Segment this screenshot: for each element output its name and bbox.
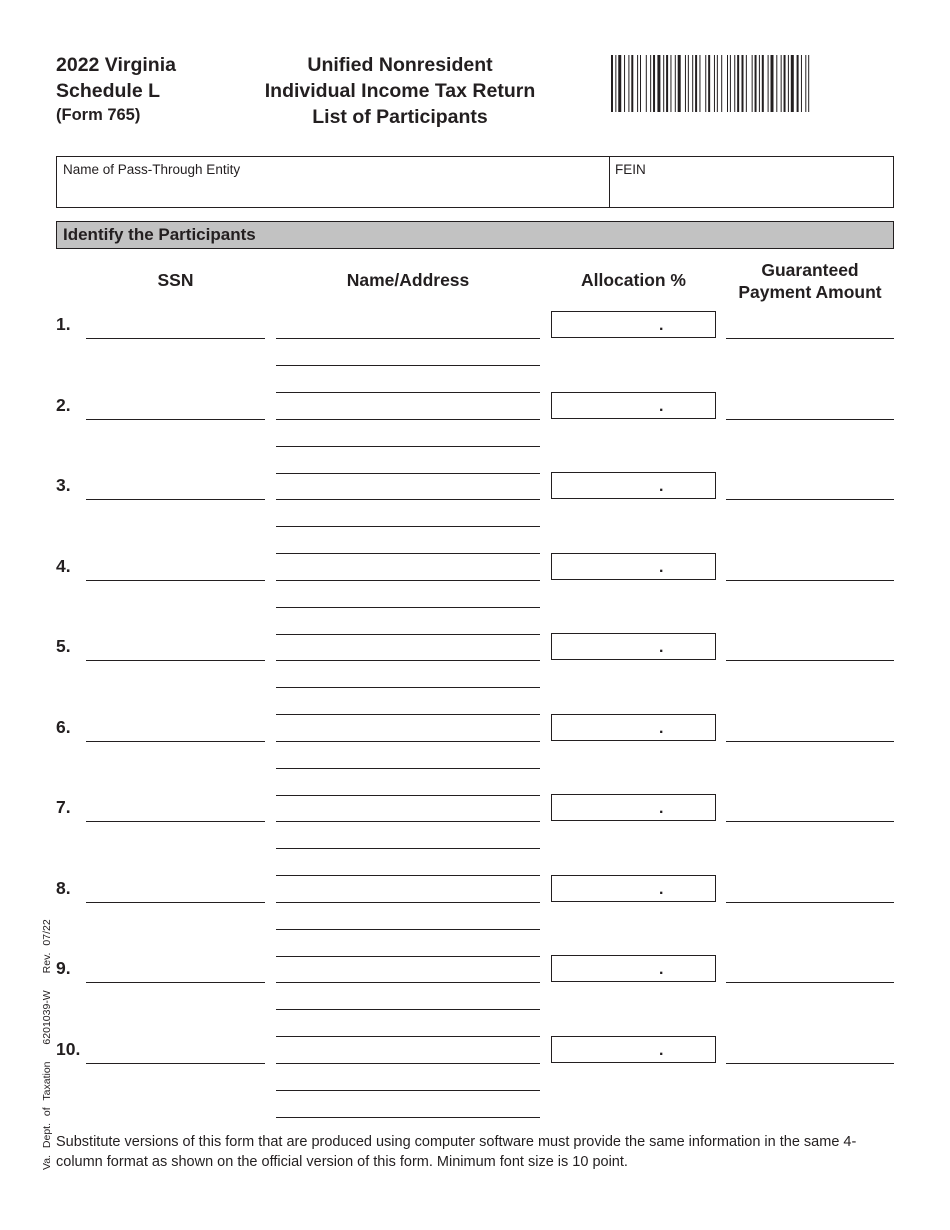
barcode-bar [801,55,802,112]
name-address-line-1[interactable] [276,1042,540,1064]
revision-date: Rev. 07/22 [41,919,53,974]
decimal-point: . [659,1042,664,1059]
barcode-bar [788,55,789,112]
guaranteed-payment-input[interactable] [726,478,894,500]
allocation-field[interactable] [551,875,716,902]
barcode-bar [730,55,731,112]
decimal-point: . [659,398,664,415]
name-address-line-3[interactable] [276,774,540,796]
decimal-point: . [659,559,664,576]
ssn-input[interactable] [86,961,265,983]
barcode-bar [742,55,744,112]
name-address-line-2[interactable] [276,1069,540,1091]
section-header: Identify the Participants [56,221,894,249]
decimal-point: . [659,478,664,495]
name-address-line-3[interactable] [276,452,540,474]
row-number: 6. [56,717,71,737]
form-year: 2022 Virginia [56,54,176,76]
name-address-line-2[interactable] [276,586,540,608]
ssn-input[interactable] [86,559,265,581]
row-number: 3. [56,475,71,495]
barcode-bar [746,55,747,112]
barcode-bar [640,55,641,112]
entity-name-input[interactable] [59,181,605,205]
allocation-field[interactable] [551,472,716,499]
decimal-point: . [659,317,664,334]
barcode-bar [615,55,616,112]
side-form-info [41,909,53,1170]
allocation-field[interactable] [551,633,716,660]
allocation-field[interactable] [551,392,716,419]
allocation-field[interactable] [551,714,716,741]
name-address-line-1[interactable] [276,398,540,420]
name-address-line-2[interactable] [276,827,540,849]
row-number: 8. [56,878,71,898]
name-address-line-1[interactable] [276,961,540,983]
ssn-column-header: SSN [157,270,194,290]
name-address-line-2[interactable] [276,666,540,688]
decimal-point: . [659,881,664,898]
name-address-line-1[interactable] [276,800,540,822]
barcode-bar [631,55,633,112]
barcode-bar [708,55,710,112]
barcode-bar [797,55,799,112]
guaranteed-payment-input[interactable] [726,961,894,983]
barcode-bar [737,55,739,112]
ssn-input[interactable] [86,317,265,339]
barcode-bar [771,55,774,112]
name-address-line-3[interactable] [276,532,540,554]
name-address-line-3[interactable] [276,1015,540,1037]
ssn-input[interactable] [86,478,265,500]
barcode-bar [721,55,722,112]
row-number: 10. [56,1039,81,1059]
name-address-line-3[interactable] [276,371,540,393]
name-address-line-3[interactable] [276,935,540,957]
allocation-field[interactable] [551,1036,716,1063]
barcode-bar [762,55,764,112]
name-address-line-2[interactable] [276,425,540,447]
barcode-bar [688,55,689,112]
ssn-input[interactable] [86,639,265,661]
barcode-bar [734,55,735,112]
footer-note: Substitute versions of this form that are produced using computer software must provide the same information in the same 4-column format as shown on the official version of this form. Minimum font size is 10 point. [56,1134,857,1170]
title-line-2: Individual Income Tax Return [264,80,536,102]
form-number: (Form 765) [56,106,141,124]
barcode-bar [663,55,664,112]
name-address-line-2[interactable] [276,505,540,527]
barcode-bar [714,55,715,112]
name-address-line-2[interactable] [276,344,540,366]
guaranteed-payment-input[interactable] [726,317,894,339]
barcode-bar [727,55,728,112]
guaranteed-payment-input[interactable] [726,800,894,822]
schedule-name: Schedule L [56,80,161,102]
barcode-bar [657,55,660,112]
name-address-line-3[interactable] [276,613,540,635]
barcode-bar [699,55,700,112]
form-identifier [56,52,176,126]
name-address-line-1[interactable] [276,559,540,581]
barcode-bar [776,55,777,112]
name-address-line-3[interactable] [276,854,540,876]
entity-divider [609,157,610,207]
name-address-line-1[interactable] [276,317,540,339]
dept-name: Va. Dept. of Taxation [41,1061,53,1170]
barcode-bar [784,55,786,112]
decimal-point: . [659,720,664,737]
name-address-line-2[interactable] [276,908,540,930]
barcode-bar [752,55,753,112]
ssn-input[interactable] [86,881,265,903]
guaranteed-header-line-2: Payment Amount [738,282,882,302]
barcode-bar [618,55,621,112]
barcode-bar [650,55,651,112]
barcode-bar [628,55,629,112]
barcode-bar [695,55,697,112]
row-number: 4. [56,556,71,576]
guaranteed-payment-input[interactable] [726,639,894,661]
barcode-bar [624,55,625,112]
barcode-bar [670,55,671,112]
barcode-bar [805,55,806,112]
guaranteed-header-line-1: Guaranteed [761,260,859,280]
decimal-point: . [659,800,664,817]
name-address-line-2[interactable] [276,747,540,769]
barcode-bar [759,55,760,112]
guaranteed-payment-input[interactable] [726,720,894,742]
ssn-input[interactable] [86,800,265,822]
barcode-bar [781,55,782,112]
barcode-bar [705,55,706,112]
row-number: 7. [56,797,71,817]
barcode-bar [755,55,757,112]
guaranteed-payment-input[interactable] [726,881,894,903]
name-address-line-3[interactable] [276,1096,540,1118]
barcode-bar [675,55,676,112]
barcode-bar [685,55,686,112]
name-address-line-3[interactable] [276,693,540,715]
row-number: 9. [56,958,71,978]
name-address-line-1[interactable] [276,881,540,903]
allocation-field[interactable] [551,955,716,982]
barcode-bar [637,55,638,112]
guaranteed-payment-input[interactable] [726,559,894,581]
name-address-column-header: Name/Address [346,270,470,290]
form-code: 6201039-W [41,990,53,1045]
decimal-point: . [659,961,664,978]
title-line-1: Unified Nonresident [307,54,493,76]
entity-name-label: Name of Pass-Through Entity [63,162,241,177]
fein-label: FEIN [615,162,646,177]
barcode-bar [678,55,681,112]
barcode [611,55,893,112]
guaranteed-payment-input[interactable] [726,1042,894,1064]
barcode-bar [717,55,718,112]
barcode-bar [666,55,668,112]
ssn-input[interactable] [86,720,265,742]
barcode-bar [646,55,647,112]
entity-info-box [56,156,894,208]
allocation-field[interactable] [551,553,716,580]
name-address-line-1[interactable] [276,720,540,742]
form-title [230,52,570,130]
barcode-bar [611,55,613,112]
allocation-column-header: Allocation % [580,270,686,290]
guaranteed-payment-column-header [726,259,894,303]
ssn-input[interactable] [86,398,265,420]
barcode-bar [808,55,809,112]
name-address-line-2[interactable] [276,988,540,1010]
barcode-bar [692,55,693,112]
row-number: 2. [56,395,71,415]
barcode-bar [791,55,794,112]
ssn-input[interactable] [86,1042,265,1064]
fein-input[interactable] [613,181,891,205]
barcode-bar [653,55,655,112]
guaranteed-payment-input[interactable] [726,398,894,420]
title-line-3: List of Participants [312,106,488,128]
name-address-line-1[interactable] [276,639,540,661]
row-number: 5. [56,636,71,656]
name-address-line-1[interactable] [276,478,540,500]
allocation-field[interactable] [551,794,716,821]
row-number: 1. [56,314,71,334]
barcode-bar [768,55,769,112]
decimal-point: . [659,639,664,656]
allocation-field[interactable] [551,311,716,338]
